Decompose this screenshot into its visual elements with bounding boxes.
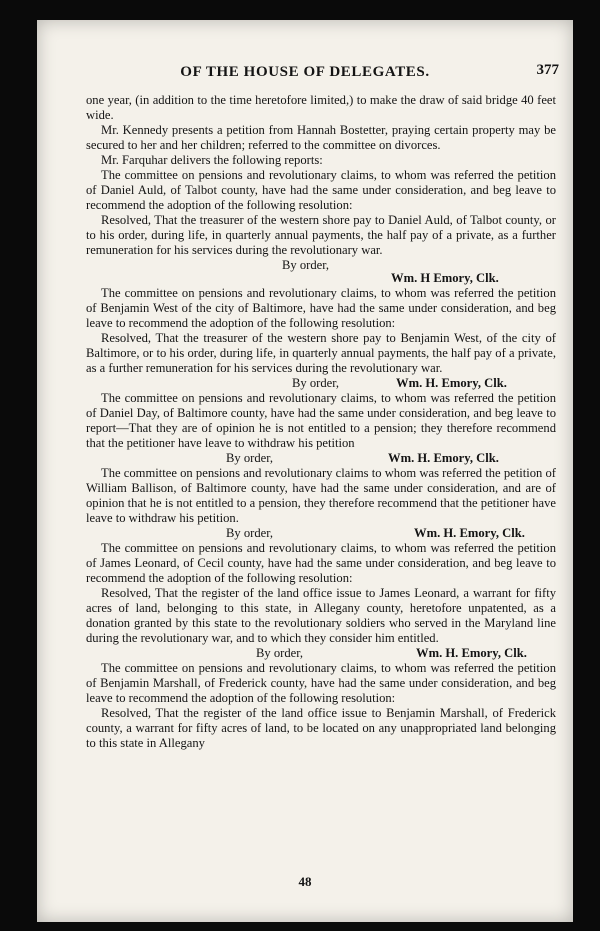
signature-line xyxy=(86,451,556,466)
paragraph: The committee on pensions and revolutionary claims, to whom was referred the petition of James Leonard, of Cecil county, have had the same under consideration, and beg leave to recommend the adoption of the following resolution: xyxy=(86,541,556,585)
paragraph: Resolved, That the register of the land office issue to James Leonard, a warrant for fifty acres of land, belonging to this state, in Allegany county, heretofore unpatented, as a donation granted by this state to the revolutionary soldiers who served in the Maryland line during the revolutionary war, and to which they consider him entitled. xyxy=(86,586,556,645)
paragraph: Mr. Farquhar delivers the following reports: xyxy=(101,153,323,167)
signature-line xyxy=(86,646,556,661)
by-order: By order, xyxy=(282,258,330,272)
paragraph: Mr. Kennedy presents a petition from Hannah Bostetter, praying certain property may be secured to her and her children; referred to the committee on divorces. xyxy=(86,123,556,152)
clerk-name: Wm. H. Emory, Clk. xyxy=(414,526,525,540)
paragraph: Resolved, That the treasurer of the western shore pay to Benjamin West, of the city of Baltimore, or to his order, during life, in quarterly annual payments, the half pay of a private, as a further remuneration for his services during the revolutionary war. xyxy=(86,331,556,375)
paragraph: Resolved, That the treasurer of the western shore pay to Daniel Auld, of Talbot county, or to his order, during life, in quarterly annual payments, the half pay of a private, as a further remuneration for his services during the revolutionary war. xyxy=(86,213,556,257)
paragraph: Resolved, That the register of the land office issue to Benjamin Marshall, of Frederick county, a warrant for fifty acres of land, to be located on any unappropriated land belonging to this state in Allegany xyxy=(86,706,556,750)
running-header xyxy=(37,64,573,84)
signature-line xyxy=(86,526,556,541)
clerk-name: Wm. H Emory, Clk. xyxy=(391,271,499,285)
body-text xyxy=(86,93,556,751)
by-order: By order, xyxy=(256,646,304,660)
by-order: By order, xyxy=(226,526,274,540)
signature-line xyxy=(86,258,556,285)
by-order: By order, xyxy=(292,376,340,390)
clerk-name: Wm. H. Emory, Clk. xyxy=(396,376,507,390)
document-page xyxy=(37,20,573,922)
signature-spacer xyxy=(86,273,556,286)
paragraph: The committee on pensions and revolutionary claims to whom was referred the petition of William Ballison, of Baltimore county, have had the same under consideration, and are of opinion that he is not entitled to a pension, they therefore recommend that the petitioner have leave to withdraw his petition. xyxy=(86,466,556,525)
signature-line xyxy=(86,376,556,391)
page-number: 377 xyxy=(536,62,559,78)
paragraph: The committee on pensions and revolutionary claims, to whom was referred the petition of Benjamin West of the city of Baltimore, have had the same under consideration, and beg leave to recommend the adoption of the following resolution: xyxy=(86,286,556,330)
paragraph: one year, (in addition to the time heretofore limited,) to make the draw of said bridge 40 feet wide. xyxy=(86,93,556,122)
signature-mark: 48 xyxy=(298,874,312,889)
paragraph: The committee on pensions and revolutionary claims, to whom was referred the petition of Daniel Day, of Baltimore county, have had the same under consideration, and beg leave to report—That they are of opinion he is not entitled to a pension; they therefore recommend that the petitioner have leave to withdraw his petition xyxy=(86,391,556,450)
clerk-name: Wm. H. Emory, Clk. xyxy=(388,451,499,465)
paragraph: The committee on pensions and revolutionary claims, to whom was referred the petition of Daniel Auld, of Talbot county, have had the same under consideration, and beg leave to recommend the adoption of the following resolution: xyxy=(86,168,556,212)
header-title: OF THE HOUSE OF DELEGATES. xyxy=(180,64,430,80)
paragraph: The committee on pensions and revolutionary claims, to whom was referred the petition of Benjamin Marshall, of Frederick county, have had the same under consideration, and beg leave to recommend the adoption of the following resolution: xyxy=(86,661,556,705)
by-order: By order, xyxy=(226,451,274,465)
clerk-name: Wm. H. Emory, Clk. xyxy=(416,646,527,660)
